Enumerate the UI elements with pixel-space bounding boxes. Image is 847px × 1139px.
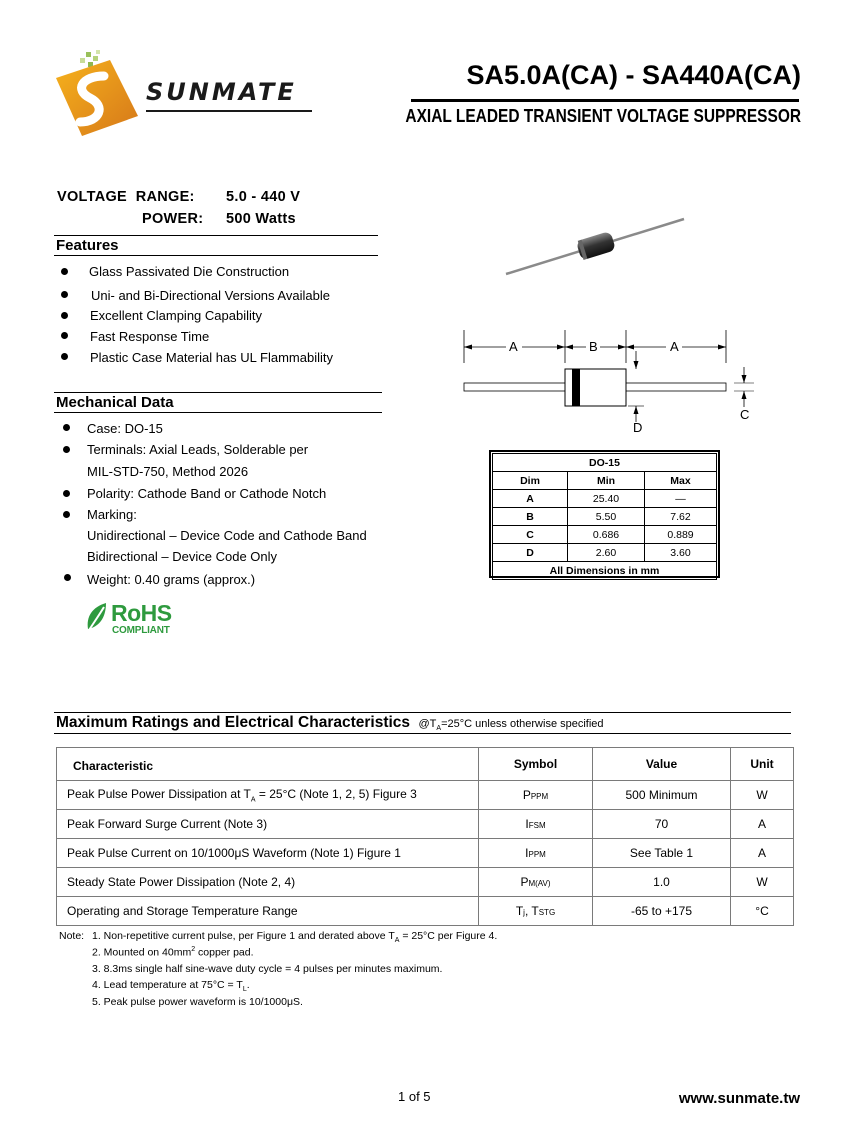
dim-table-footer: All Dimensions in mm: [493, 562, 717, 580]
note-2: 2. Mounted on $40mm^2$ copper pad.: [92, 946, 254, 959]
website-link[interactable]: www.sunmate.tw: [678, 1090, 800, 1107]
table-row: Peak Pulse Current on 10/1000μS Waveform (Note 1) Figure 1 IPPM See Table 1 A: [57, 839, 794, 868]
voltage-range-label: VOLTAGE RANGE:: [57, 189, 195, 205]
note-3: 3. 8.3ms single half sine-wave duty cycle = 4 pulses per minutes maximum.: [92, 963, 443, 975]
dimension-table-frame: [489, 450, 720, 578]
table-row: Peak Forward Surge Current (Note 3) IFSM 70 A: [57, 810, 794, 839]
bullet: [61, 312, 68, 319]
notes-label: Note:: [59, 930, 85, 942]
dim-label-b: B: [589, 339, 598, 354]
page-subtitle: AXIAL LEADED TRANSIENT VOLTAGE SUPPRESSOR: [405, 106, 801, 126]
table-row: A 25.40 —: [493, 490, 717, 508]
bullet: [61, 291, 68, 298]
col-value: Value: [593, 748, 731, 781]
dim-label-a-right: A: [670, 339, 679, 354]
leaf-icon: [84, 601, 110, 637]
power-value: 500 Watts: [226, 211, 296, 227]
ratings-rule-top: [54, 712, 791, 713]
dim-header: Max: [645, 472, 717, 490]
bullet: [63, 446, 70, 453]
feature-item: Fast Response Time: [90, 329, 210, 344]
feature-item: Uni- and Bi-Directional Versions Available: [91, 288, 330, 303]
mechanical-item: Weight: 0.40 grams (approx.): [87, 572, 256, 587]
bullet: [61, 332, 68, 339]
diode-photo-icon: [498, 212, 698, 282]
table-row: B 5.50 7.62: [493, 508, 717, 526]
dim-label-a-left: A: [509, 339, 518, 354]
rohs-compliant-text: COMPLIANT: [112, 625, 170, 636]
rohs-badge: [84, 601, 194, 641]
mechanical-item: Terminals: Axial Leads, Solderable per: [87, 442, 309, 457]
bullet: [64, 574, 71, 581]
features-rule-top: [54, 235, 378, 236]
mechanical-rule-bottom: [54, 412, 382, 413]
page-number: 1 of 5: [398, 1089, 431, 1104]
ratings-header-row: [57, 748, 794, 781]
note-1: 1. Non-repetitive current pulse, per Figure 1 and derated above $T_A = 25^\circ C$ per Figure 4.: [92, 930, 498, 945]
mechanical-item: Polarity: Cathode Band or Cathode Notch: [87, 486, 327, 501]
logo: [52, 48, 322, 143]
bullet: [61, 268, 68, 275]
dim-header: Min: [568, 472, 645, 490]
feature-item: Excellent Clamping Capability: [90, 308, 262, 323]
note-4: 4. Lead temperature at $75^\circ C = T_L$.: [92, 979, 250, 994]
logo-mark-icon: [52, 48, 142, 143]
rohs-text: RoHS: [111, 600, 172, 626]
dim-header: Dim: [493, 472, 568, 490]
ratings-condition: $@T_A=25^\circ C$ unless otherwise specified: [418, 718, 604, 733]
dim-label-d: D: [633, 420, 643, 435]
mechanical-item: Unidirectional – Device Code and Cathode Band: [87, 528, 367, 543]
mechanical-rule-top: [54, 392, 382, 393]
col-unit: Unit: [731, 748, 794, 781]
voltage-range-value: 5.0 - 440 V: [226, 189, 301, 205]
power-label: POWER:: [142, 211, 204, 227]
table-row: Peak Pulse Power Dissipation at $T_A = 25^\circ C$ (Note 1, 2, 5) Figure 3 PPPM 500 Minimum W: [57, 781, 794, 810]
mechanical-item: Case: DO-15: [87, 421, 163, 436]
dim-label-c: C: [740, 407, 750, 422]
brand-name: SUNMATE: [146, 78, 297, 106]
dimension-table: [492, 453, 717, 580]
features-heading: Features: [56, 237, 119, 254]
feature-item: Glass Passivated Die Construction: [89, 264, 290, 279]
table-row: D 2.60 3.60: [493, 544, 717, 562]
bullet: [63, 490, 70, 497]
mechanical-item: MIL-STD-750, Method 2026: [87, 464, 249, 479]
mechanical-heading: Mechanical Data: [56, 394, 174, 411]
bullet: [61, 353, 68, 360]
ratings-heading: Maximum Ratings and Electrical Characteristics: [56, 714, 411, 731]
dim-table-title: DO-15: [493, 454, 717, 472]
col-characteristic: Characteristic: [57, 748, 479, 781]
mechanical-item: Bidirectional – Device Code Only: [87, 549, 278, 564]
table-row: Operating and Storage Temperature Range Tj, TSTG -65 to +175 °C: [57, 897, 794, 926]
note-5: 5. Peak pulse power waveform is 10/1000μS.: [92, 996, 303, 1008]
features-rule-bottom: [54, 255, 378, 256]
table-row: Steady State Power Dissipation (Note 2, 4) PM(AV) 1.0 W: [57, 868, 794, 897]
brand-underline: [146, 110, 312, 112]
dimension-drawing: [458, 327, 758, 437]
feature-item: Plastic Case Material has UL Flammability: [90, 350, 333, 365]
ratings-heading-row: [56, 714, 604, 732]
bullet: [63, 511, 70, 518]
col-symbol: Symbol: [479, 748, 593, 781]
ratings-table: [56, 747, 794, 926]
mechanical-item: Marking:: [87, 507, 137, 522]
bullet: [63, 424, 70, 431]
page-title: SA5.0A(CA) - SA440A(CA): [466, 60, 801, 90]
table-row: C 0.686 0.889: [493, 526, 717, 544]
ratings-rule-bottom: [54, 733, 791, 734]
title-rule: [411, 99, 799, 102]
